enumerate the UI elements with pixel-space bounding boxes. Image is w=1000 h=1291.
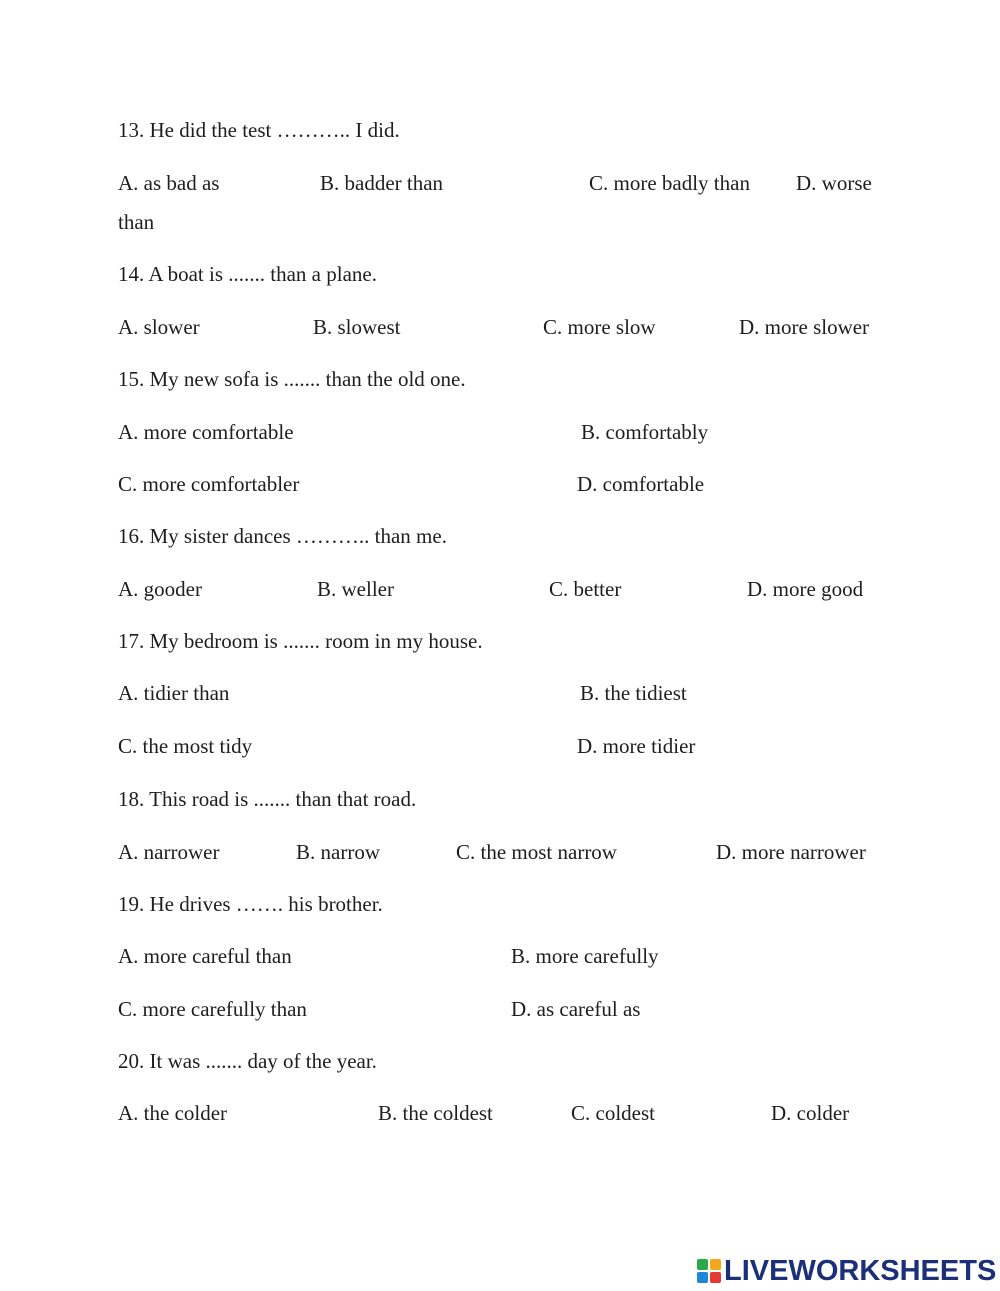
question-15-option-a: A. more comfortable xyxy=(118,420,294,444)
question-13-option-a: A. as bad as xyxy=(118,171,220,195)
question-14-option-d: D. more slower xyxy=(739,315,870,339)
question-14-option-c: C. more slow xyxy=(543,315,656,339)
question-19-option-a: A. more careful than xyxy=(118,944,292,968)
logo-text: LIVEWORKSHEETS xyxy=(724,1254,997,1287)
question-19-stem: 19. He drives ……. his brother. xyxy=(118,892,383,916)
question-14-option-a: A. slower xyxy=(118,315,200,339)
question-18-option-c: C. the most narrow xyxy=(456,840,617,864)
question-19-option-c: C. more carefully than xyxy=(118,997,307,1021)
question-19-option-d: D. as careful as xyxy=(511,997,641,1021)
logo-blocks-icon xyxy=(697,1259,721,1283)
question-18-option-a: A. narrower xyxy=(118,840,220,864)
question-15-option-b: B. comfortably xyxy=(581,420,709,444)
logo-block-red xyxy=(710,1272,721,1283)
question-18-option-b: B. narrow xyxy=(296,840,380,864)
question-16-option-b: B. weller xyxy=(317,577,394,601)
logo-block-orange xyxy=(710,1259,721,1270)
question-17-option-c: C. the most tidy xyxy=(118,734,253,758)
logo-block-green xyxy=(697,1259,708,1270)
question-16-stem: 16. My sister dances ……….. than me. xyxy=(118,524,447,548)
question-20-option-a: A. the colder xyxy=(118,1101,228,1125)
question-17-option-a: A. tidier than xyxy=(118,681,230,705)
question-18-option-d: D. more narrower xyxy=(716,840,866,864)
question-20-option-c: C. coldest xyxy=(571,1101,655,1125)
question-17-option-d: D. more tidier xyxy=(577,734,696,758)
question-15-option-c: C. more comfortabler xyxy=(118,472,300,496)
question-17-stem: 17. My bedroom is ....... room in my house. xyxy=(118,629,483,653)
liveworksheets-logo xyxy=(697,1255,996,1287)
question-20-stem: 20. It was ....... day of the year. xyxy=(118,1049,377,1073)
question-13-stem: 13. He did the test ……….. I did. xyxy=(118,118,400,142)
question-20-option-d: D. colder xyxy=(771,1101,850,1125)
question-15-option-d: D. comfortable xyxy=(577,472,705,496)
question-13-option-b: B. badder than xyxy=(320,171,444,195)
question-20-option-b: B. the coldest xyxy=(378,1101,493,1125)
question-16-option-c: C. better xyxy=(549,577,622,601)
question-13-option-d: D. worse xyxy=(796,171,872,195)
question-16-option-a: A. gooder xyxy=(118,577,202,601)
question-19-option-b: B. more carefully xyxy=(511,944,659,968)
question-18-stem: 18. This road is ....... than that road. xyxy=(118,787,417,811)
question-13-option-c: C. more badly than xyxy=(589,171,750,195)
logo-block-blue xyxy=(697,1272,708,1283)
question-16-option-d: D. more good xyxy=(747,577,864,601)
question-14-stem: 14. A boat is ....... than a plane. xyxy=(118,262,377,286)
question-17-option-b: B. the tidiest xyxy=(580,681,687,705)
question-15-stem: 15. My new sofa is ....... than the old one. xyxy=(118,367,466,391)
question-14-option-b: B. slowest xyxy=(313,315,401,339)
question-13-option-d-wrap: than xyxy=(118,210,155,234)
